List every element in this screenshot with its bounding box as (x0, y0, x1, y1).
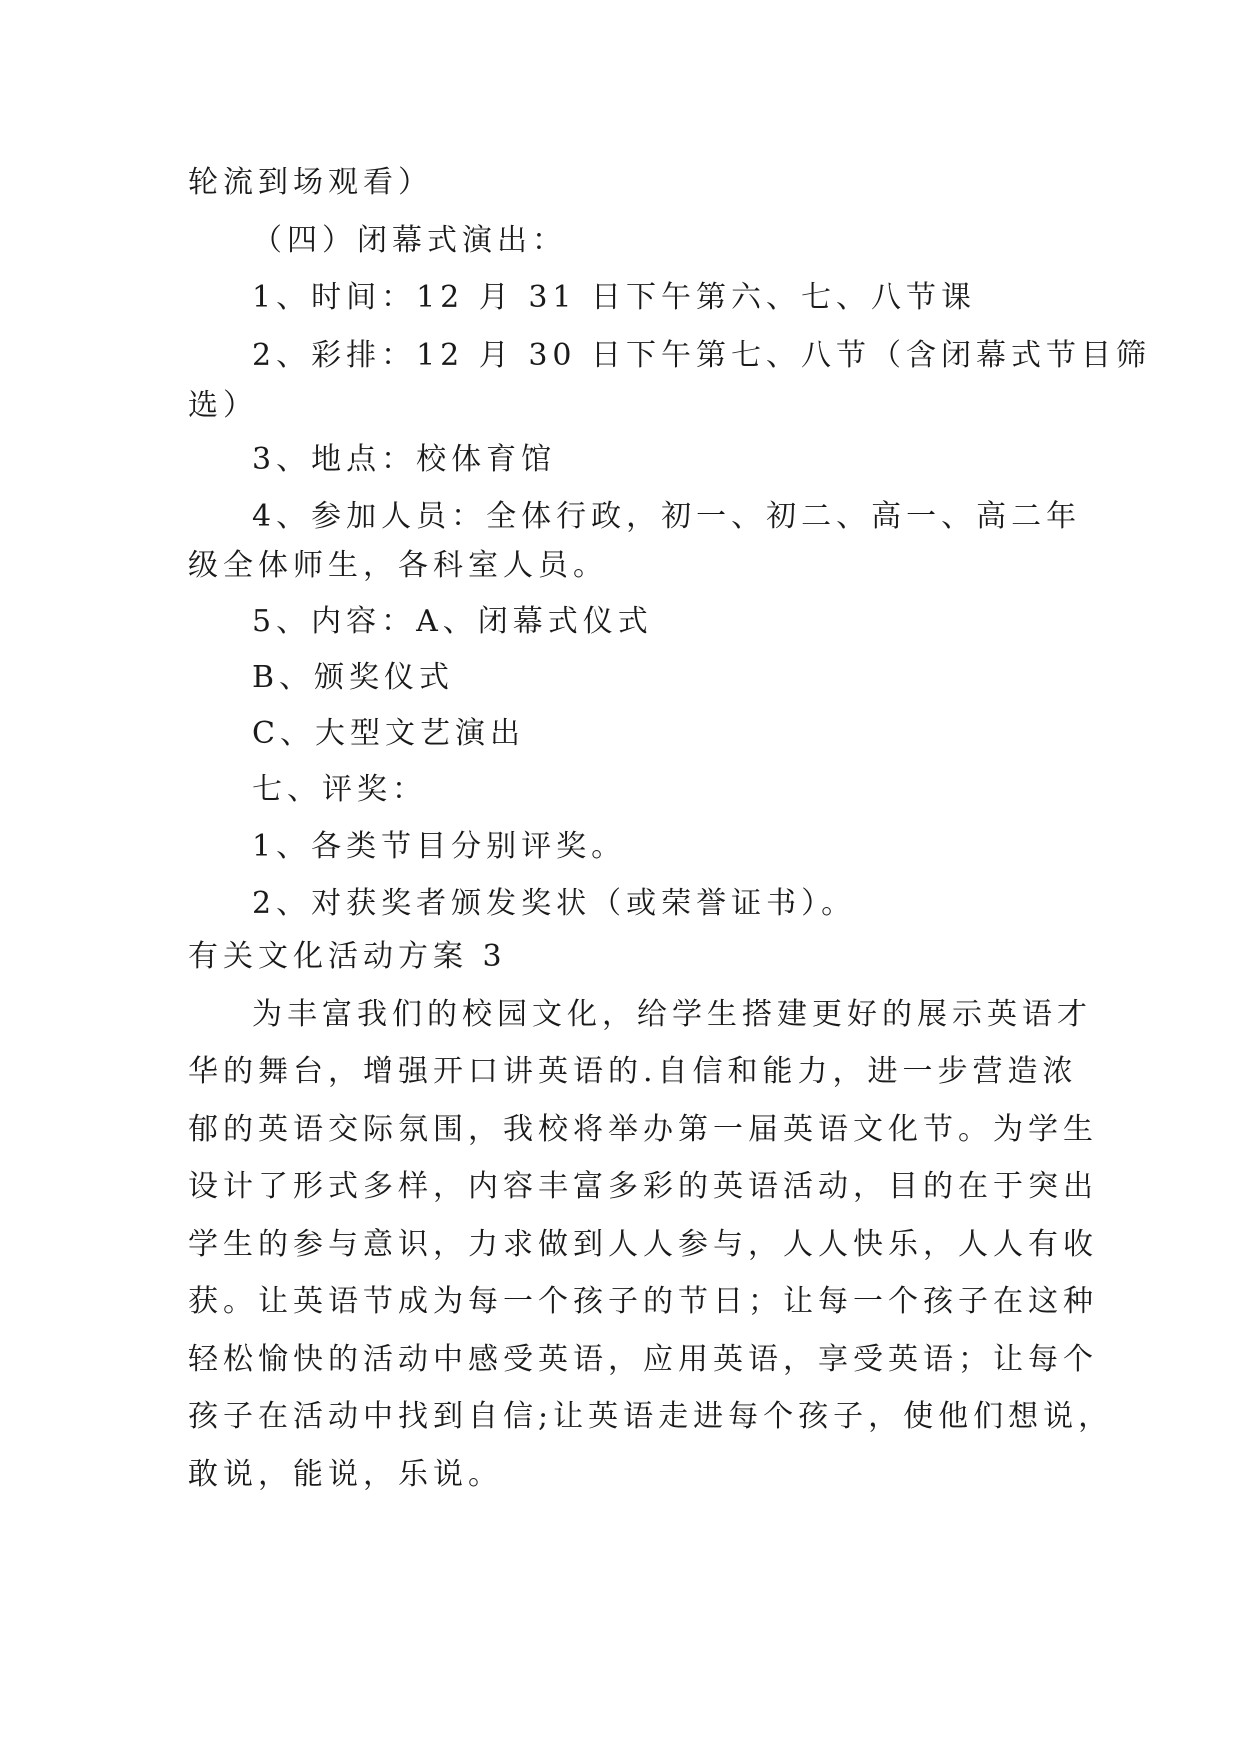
text-line: 选） (188, 388, 258, 423)
text-line: 3、地点：校体育馆 (252, 442, 557, 477)
paragraph-line: 获。让英语节成为每一个孩子的节日；让每一个孩子在这种 (188, 1284, 1098, 1319)
text-line: 1、时间：12 月 31 日下午第六、七、八节课 (252, 280, 977, 315)
text-line: C、大型文艺演出 (252, 716, 525, 751)
paragraph-line: 孩子在活动中找到自信;让英语走进每个孩子，使他们想说， (188, 1399, 1114, 1434)
text-line: B、颁奖仪式 (252, 660, 455, 695)
text-line: 2、对获奖者颁发奖状（或荣誉证书）。 (252, 886, 857, 921)
text-line: 1、各类节目分别评奖。 (252, 829, 627, 864)
paragraph-line: 轻松愉快的活动中感受英语，应用英语，享受英语；让每个 (188, 1342, 1098, 1377)
paragraph-line: 设计了形式多样，内容丰富多彩的英语活动，目的在于突出 (188, 1169, 1098, 1204)
text-line: 4、参加人员：全体行政，初一、初二、高一、高二年 (252, 499, 1082, 534)
paragraph-line: 学生的参与意识，力求做到人人参与，人人快乐，人人有收 (188, 1227, 1098, 1262)
section-heading: （四）闭幕式演出： (252, 223, 567, 258)
paragraph-line: 华的舞台，增强开口讲英语的.自信和能力，进一步营造浓 (188, 1054, 1078, 1089)
paragraph-line: 敢说，能说，乐说。 (188, 1457, 503, 1492)
paragraph-line: 郁的英语交际氛围，我校将举办第一届英语文化节。为学生 (188, 1112, 1098, 1147)
section-heading: 七、评奖： (252, 772, 427, 807)
document-title: 有关文化活动方案 3 (188, 939, 507, 974)
text-line: 轮流到场观看） (188, 165, 433, 200)
text-line: 2、彩排：12 月 30 日下午第七、八节（含闭幕式节目筛 (252, 338, 1152, 373)
text-line: 5、内容：A、闭幕式仪式 (252, 604, 653, 639)
text-line: 级全体师生，各科室人员。 (188, 548, 608, 583)
paragraph-line: 为丰富我们的校园文化，给学生搭建更好的展示英语才 (252, 997, 1092, 1032)
